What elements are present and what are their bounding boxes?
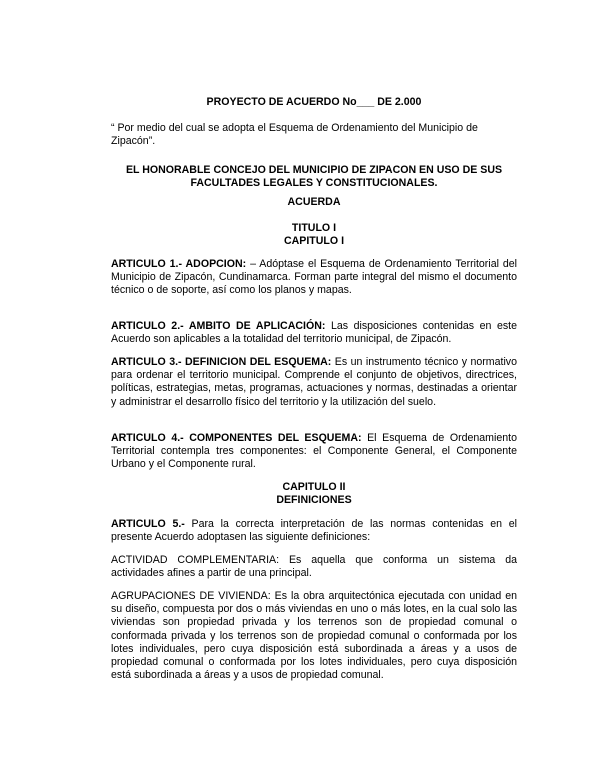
acuerda-heading: ACUERDA xyxy=(287,196,341,208)
article-3-text: Es un instrumento técnico y normativo para ordenar el territorio municipal. Comprende el conjunto de objetivos, directrices, políticas, estrategias, metas, programas, actuaciones y normas, destinadas a orientar y administrar el desarrollo físico del territorio y la utilización del suelo. xyxy=(111,356,517,408)
article-4 xyxy=(111,432,517,472)
capitulo-label: CAPITULO I xyxy=(283,235,345,248)
intro-paragraph: “ Por medio del cual se adopta el Esquema de Ordenamiento del Municipio de Zipacón”. xyxy=(111,122,478,148)
titulo-heading xyxy=(111,222,517,248)
document-title: PROYECTO DE ACUERDO No___ DE 2.000 xyxy=(206,96,422,108)
council-heading-line1: EL HONORABLE CONCEJO DEL MUNICIPIO DE ZIPACON EN USO DE SUS xyxy=(125,164,503,176)
article-2-heading: ARTICULO 2.- AMBITO DE APLICACIÓN: xyxy=(111,320,326,332)
definition-agrupaciones-de-vivienda: AGRUPACIONES DE VIVIENDA: Es la obra arquitectónica ejecutada con unidad en su diseño, compuesta por dos o más viviendas en uno o más lotes, en la cual solo las viviendas son propiedad privada y los terrenos son de propiedad comunal o conformada privada y los terrenos son de propiedad comunal o conformada por los lotes individuales, pero cuya disposición está subordinada a áreas y a usos de propiedad comunal o conformada por los lotes individuales, pero cuya disposición está subordinada a áreas y a usos de propiedad comunal. xyxy=(111,590,517,682)
article-1-heading: ARTICULO 1.- ADOPCION: xyxy=(111,258,247,270)
article-4-text: El Esquema de Ordenamiento Territorial contempla tres componentes: el Componente General, el Componente Urbano y el Componente rural. xyxy=(111,432,517,471)
article-2 xyxy=(111,320,517,346)
article-5 xyxy=(111,518,517,544)
article-3 xyxy=(111,356,517,409)
article-5-text: Para la correcta interpretación de las normas contenidas en el presente Acuerdo adoptasen las siguiente definiciones: xyxy=(111,518,517,544)
chapter-2-heading xyxy=(111,481,517,507)
titulo-label: TITULO I xyxy=(291,222,337,234)
article-1-text: – Adóptase el Esquema de Ordenamiento Territorial del Municipio de Zipacón, Cundinamarca. Forman parte integral del mismo el documento técnico o de soporte, así como los planos y mapas. xyxy=(111,258,517,297)
definitions-label: DEFINICIONES xyxy=(276,494,352,507)
article-3-heading: ARTICULO 3.- DEFINICION DEL ESQUEMA: xyxy=(111,356,332,368)
council-heading xyxy=(111,164,517,190)
article-4-heading: ARTICULO 4.- COMPONENTES DEL ESQUEMA: xyxy=(111,432,362,444)
chapter-2-label: CAPITULO II xyxy=(282,481,346,493)
article-2-text: Las disposiciones contenidas en este Acuerdo son aplicables a la totalidad del territorio municipal, de Zipacón. xyxy=(111,320,517,346)
definition-actividad-complementaria: ACTIVIDAD COMPLEMENTARIA: Es aquella que conforma un sistema da actividades afines a partir de una principal. xyxy=(111,554,517,580)
council-heading-line2: FACULTADES LEGALES Y CONSTITUCIONALES. xyxy=(190,177,438,190)
article-5-heading: ARTICULO 5.- xyxy=(111,518,185,530)
article-1 xyxy=(111,258,517,298)
